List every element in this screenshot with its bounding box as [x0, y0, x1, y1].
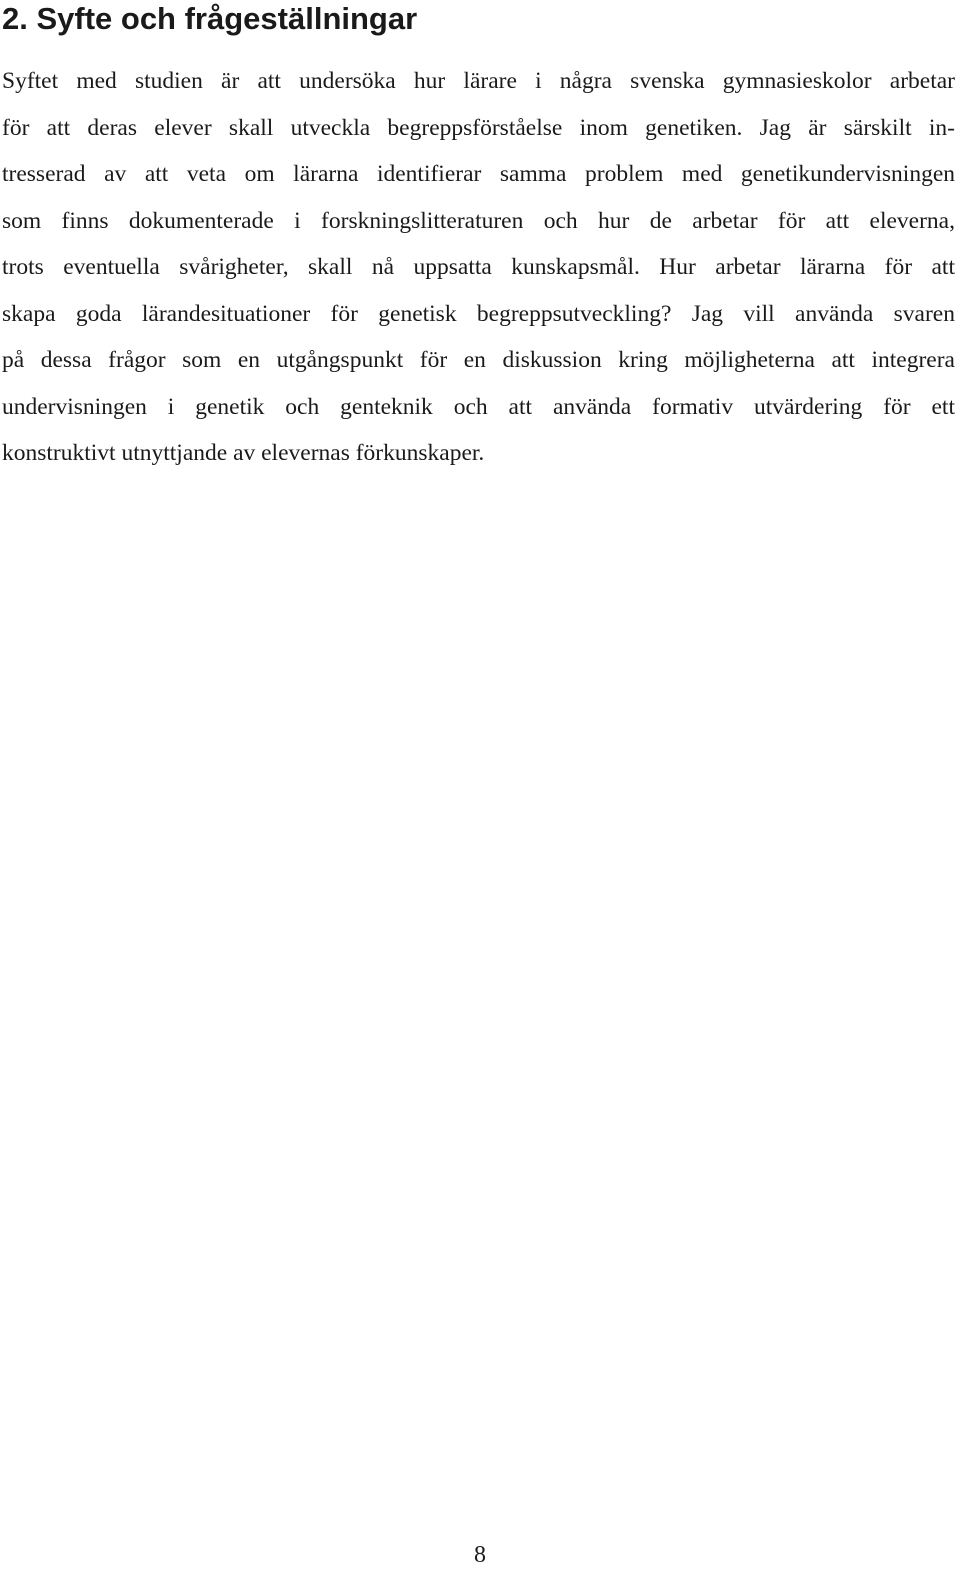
page-number: 8 [474, 1542, 486, 1568]
paragraph-line: konstruktivt utnyttjande av elevernas förkunskaper. [2, 440, 485, 466]
body-paragraph [2, 58, 955, 477]
paragraph-line: skapa goda lärandesituationer för genetisk begreppsutveckling? Jag vill använda svaren [2, 300, 955, 327]
section-heading: 2. Syfte och frågeställningar [2, 1, 418, 36]
paragraph-line: som finns dokumenterade i forskningslitteraturen och hur de arbetar för att eleverna, [2, 207, 955, 234]
paragraph-line: trots eventuella svårigheter, skall nå uppsatta kunskapsmål. Hur arbetar lärarna för att [2, 254, 955, 280]
paragraph-line: på dessa frågor som en utgångspunkt för en diskussion kring möjligheterna att integrera [2, 347, 955, 373]
paragraph-line: undervisningen i genetik och genteknik och att använda formativ utvärdering för ett [2, 393, 955, 420]
paragraph-line: Syftet med studien är att undersöka hur lärare i några svenska gymnasieskolor arbetar [2, 68, 955, 94]
paragraph-line: tresserad av att veta om lärarna identifierar samma problem med genetikundervisningen [2, 161, 955, 187]
paragraph-line: för att deras elever skall utveckla begreppsförståelse inom genetiken. Jag är särskilt in- [2, 114, 955, 141]
